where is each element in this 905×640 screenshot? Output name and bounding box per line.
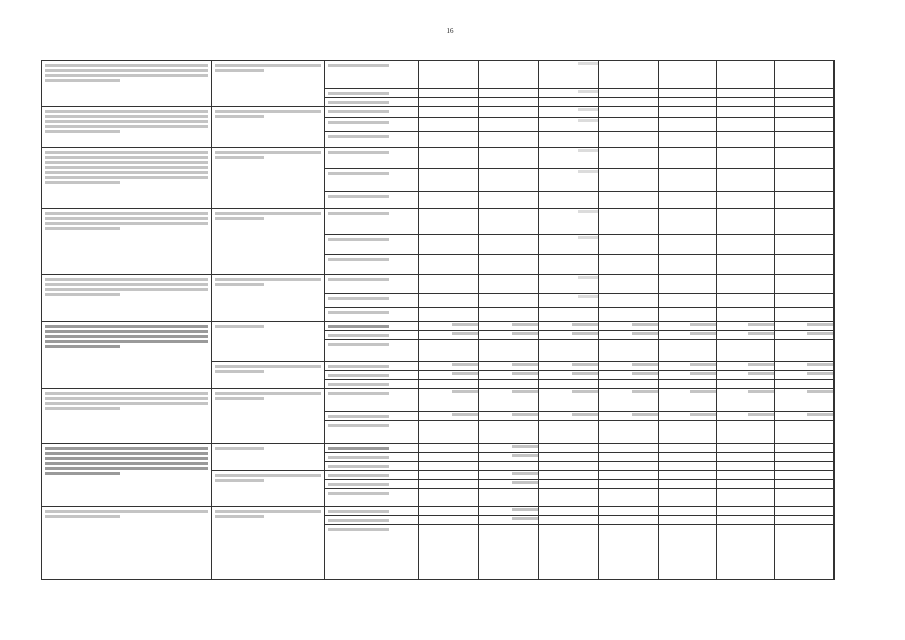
table-row	[42, 148, 835, 169]
source-cell	[325, 371, 419, 380]
source-cell	[325, 192, 419, 209]
source-cell	[325, 444, 419, 453]
executor-cell	[212, 61, 325, 107]
activity-cell	[42, 148, 212, 209]
source-cell	[325, 380, 419, 389]
source-cell	[325, 294, 419, 308]
source-cell	[325, 61, 419, 89]
source-cell	[325, 235, 419, 255]
source-cell	[325, 322, 419, 331]
table-row	[42, 444, 835, 453]
source-cell	[325, 462, 419, 471]
table-row	[42, 322, 835, 331]
source-cell	[325, 471, 419, 480]
executor-cell	[212, 444, 325, 471]
subprogram-cell	[42, 444, 212, 507]
source-cell	[325, 331, 419, 340]
executor-cell	[212, 148, 325, 209]
source-cell	[325, 412, 419, 421]
source-cell	[325, 169, 419, 192]
activity-cell	[42, 107, 212, 148]
source-cell	[325, 389, 419, 412]
executor-cell	[212, 322, 325, 362]
source-cell	[325, 89, 419, 98]
table-row	[42, 507, 835, 516]
budget-table	[41, 60, 835, 580]
executor-cell	[212, 362, 325, 389]
source-cell	[325, 98, 419, 107]
source-cell	[325, 275, 419, 294]
executor-cell	[212, 107, 325, 148]
source-cell	[325, 507, 419, 516]
source-cell	[325, 525, 419, 580]
source-cell	[325, 516, 419, 525]
executor-cell	[212, 389, 325, 444]
activity-cell	[42, 61, 212, 107]
source-cell	[325, 148, 419, 169]
source-cell	[325, 480, 419, 489]
source-cell	[325, 107, 419, 118]
page-number: 16	[446, 27, 454, 35]
table-row	[42, 107, 835, 118]
subprogram-cell	[42, 322, 212, 389]
source-cell	[325, 421, 419, 444]
source-cell	[325, 255, 419, 275]
source-cell	[325, 453, 419, 462]
source-cell	[325, 489, 419, 507]
executor-cell	[212, 275, 325, 322]
activity-cell	[42, 209, 212, 275]
activity-cell	[42, 507, 212, 580]
executor-cell	[212, 209, 325, 275]
executor-cell	[212, 471, 325, 507]
activity-cell	[42, 389, 212, 444]
source-cell	[325, 118, 419, 132]
source-cell	[325, 132, 419, 148]
source-cell	[325, 209, 419, 235]
source-cell	[325, 308, 419, 322]
activity-cell	[42, 275, 212, 322]
source-cell	[325, 340, 419, 362]
table-row	[42, 209, 835, 235]
table-row	[42, 275, 835, 294]
executor-cell	[212, 507, 325, 580]
table-row	[42, 61, 835, 89]
table-row	[42, 389, 835, 412]
source-cell	[325, 362, 419, 371]
